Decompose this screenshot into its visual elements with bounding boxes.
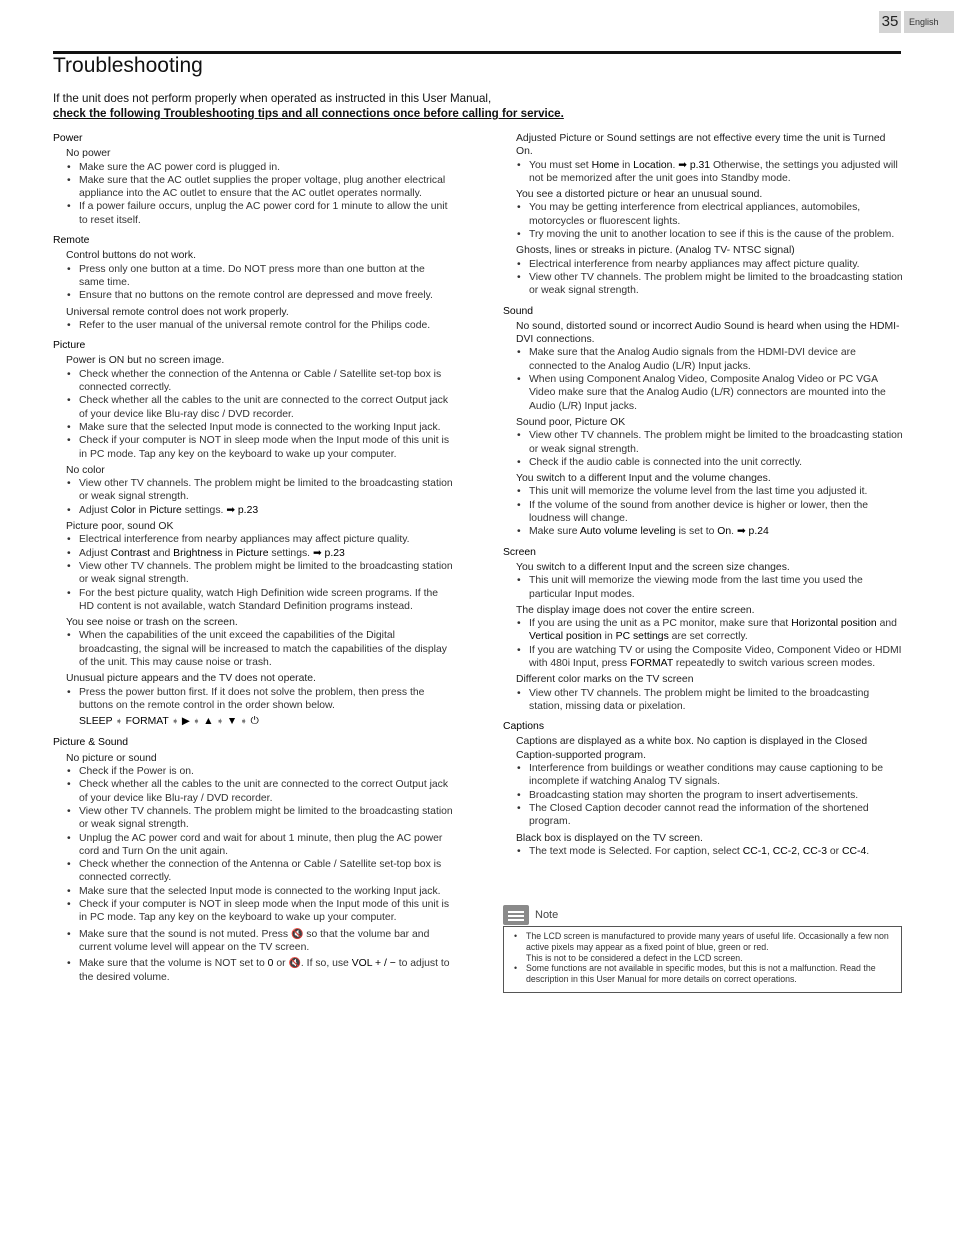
bullet: • You may be getting interference from electrical appliances, automobiles, motorcycles or fluorescent lights.: [503, 201, 903, 228]
bullet: • Make sure Auto volume leveling is set to On. ➡ p.24: [503, 525, 903, 538]
bullet: • Adjust Contrast and Brightness in Picture settings. ➡ p.23: [53, 547, 453, 560]
arrow-icon: ➧: [192, 716, 201, 727]
note-list: [512, 931, 897, 985]
bullet: • When using Component Analog Video, Composite Analog Video or PC VGA Video make sure that the Analog Audio (L/R) connectors are mounted into the Audio (L/R) Input jacks.: [503, 373, 903, 413]
bullet: • Check whether the connection of the Antenna or Cable / Satellite set-top box is connected correctly.: [53, 858, 453, 885]
button-sequence: [53, 715, 453, 728]
bullet: • Try moving the unit to another location to see if this is the cause of the problem.: [503, 228, 903, 241]
bullet-list: [503, 201, 903, 241]
play-right-icon: ▶: [181, 716, 190, 728]
bullet: • When the capabilities of the unit exceed the capabilities of the Digital broadcasting, the signal will be increased to match the capabilities of the display of the unit. This may cause noise or trash.: [53, 629, 453, 669]
bullet-list: [53, 686, 453, 713]
bullet-list: [53, 263, 453, 303]
right-column: [503, 132, 903, 861]
bullet: • Check if the audio cable is connected into the unit correctly.: [503, 456, 903, 469]
bullet: • Make sure that the AC outlet supplies the proper voltage, plug another electrical appliance into the AC outlet to ensure that the AC outlet operates normally.: [53, 174, 453, 201]
intro: [53, 91, 753, 121]
bullet: • This unit will memorize the volume level from the last time you adjusted it.: [503, 485, 903, 498]
bullet: • Press the power button first. If it does not solve the problem, then press the buttons on the remote control in the order shown below.: [53, 686, 453, 713]
bullet-list: [503, 485, 903, 538]
bullet: • Make sure that the selected Input mode is connected to the working Input jack.: [53, 421, 453, 434]
arrow-icon: ➧: [171, 716, 179, 727]
bullet: • Ensure that no buttons on the remote control are depressed and move freely.: [53, 289, 453, 302]
bullet-list: [503, 687, 903, 714]
note-box: [503, 904, 902, 993]
problem: Power is ON but no screen image.: [66, 355, 225, 367]
page-reference: ➡ p.31: [678, 159, 711, 171]
problem: The display image does not cover the entire screen.: [516, 604, 755, 616]
page-reference: ➡ p.23: [312, 547, 345, 559]
bullet-list: [503, 762, 903, 828]
problem: Adjusted Picture or Sound settings are not effective every time the unit is Turned On.: [516, 133, 886, 158]
bullet-list: [53, 533, 453, 613]
bullet: • Electrical interference from nearby appliances may affect picture quality.: [53, 533, 453, 546]
bullet-list: [503, 346, 903, 412]
problem: You see a distorted picture or hear an unusual sound.: [516, 189, 763, 201]
mute-icon: 🔇: [288, 958, 301, 970]
bullet: • Check whether the connection of the Antenna or Cable / Satellite set-top box is connected correctly.: [53, 368, 453, 395]
bullet-list: [53, 161, 453, 227]
note-title: Note: [535, 909, 559, 921]
bullet-list: [53, 319, 453, 332]
page-reference: ➡ p.23: [226, 504, 259, 516]
arrow-icon: ➧: [240, 716, 248, 727]
bullet: • Broadcasting station may shorten the program to insert advertisements.: [503, 789, 903, 802]
mute-icon: 🔇: [290, 928, 304, 940]
left-column: [53, 132, 453, 987]
page-number: 35: [879, 11, 901, 33]
bullet: • Make sure that the sound is not muted. Press 🔇 so that the volume bar and current volume level will appear on the TV screen.: [53, 928, 453, 955]
bullet-list: [53, 368, 453, 461]
bullet: • Make sure the AC power cord is plugged in.: [53, 161, 453, 174]
bullet: • If a power failure occurs, unplug the AC power cord for 1 minute to allow the unit to reset itself.: [53, 200, 453, 227]
problem: You switch to a different Input and the screen size changes.: [516, 561, 790, 573]
section-remote-title: Remote: [53, 235, 90, 247]
bullet-list: [503, 159, 903, 186]
problem: You switch to a different Input and the volume changes.: [516, 473, 771, 485]
problem: Control buttons do not work.: [66, 250, 196, 262]
bullet: • View other TV channels. The problem might be limited to the broadcasting station or weak signal strength.: [53, 805, 453, 832]
note-item: • The LCD screen is manufactured to provide many years of useful life. Occasionally a few non active pixels may appear as a fixed point of blue, green or red. This is not to be considered a defect in the LCD screen.: [512, 931, 897, 963]
bullet: • If you are watching TV or using the Composite Video, Component Video or HDMI with 480i Input, press FORMAT repeatedly to switch various screen modes.: [503, 644, 903, 671]
problem: You see noise or trash on the screen.: [66, 617, 238, 629]
bullet: • Make sure that the Analog Audio signals from the HDMI-DVI device are connected to the Analog Audio (L/R) Input jacks.: [503, 346, 903, 373]
note-content: [503, 926, 902, 993]
page-reference: ➡ p.24: [736, 526, 769, 538]
bullet: • This unit will memorize the viewing mode from the last time you used the particular Input modes.: [503, 574, 903, 601]
note-item: • Some functions are not available in specific modes, but this is not a malfunction. Read the description in this User Manual for more details on correct operations.: [512, 963, 897, 985]
bullet: • Unplug the AC power cord and wait for about 1 minute, then plug the AC power cord and Turn On the unit again.: [53, 832, 453, 859]
problem: No color: [66, 464, 105, 476]
problem: Different color marks on the TV screen: [516, 674, 694, 686]
bullet-list: [53, 629, 453, 669]
bullet: • Adjust Color in Picture settings. ➡ p.23: [53, 504, 453, 517]
arrow-icon: ➧: [216, 716, 224, 727]
section-picture-sound-title: Picture & Sound: [53, 737, 129, 749]
bullet: • View other TV channels. The problem might be limited to the broadcasting station or weak signal strength.: [53, 477, 453, 504]
page-title: Troubleshooting: [53, 54, 203, 77]
bullet: • Check whether all the cables to the unit are connected to the correct Output jack of your device like Blu-ray / DVD recorder.: [53, 778, 453, 805]
problem: Picture poor, sound OK: [66, 521, 174, 533]
problem: No sound, distorted sound or incorrect Audio Sound is heard when using the HDMI-DVI connections.: [516, 320, 900, 346]
bullet: • Make sure that the volume is NOT set to 0 or 🔇. If so, use VOL + / − to adjust to the desired volume.: [53, 957, 453, 984]
problem: Sound poor, Picture OK: [516, 416, 626, 428]
problem: Universal remote control does not work properly.: [66, 306, 289, 318]
bullet: • View other TV channels. The problem might be limited to the broadcasting station or weak signal strength.: [503, 429, 903, 456]
sleep-key: SLEEP: [79, 716, 113, 728]
problem: Captions are displayed as a white box. No caption is displayed in the Closed Caption-supported program.: [516, 736, 868, 761]
bullet: • The text mode is Selected. For caption, select CC-1, CC-2, CC-3 or CC-4.: [503, 845, 903, 858]
section-screen-title: Screen: [503, 546, 536, 558]
bullet: • If the volume of the sound from another device is higher or lower, then the loudness will change.: [503, 499, 903, 526]
bullet-list: [503, 574, 903, 601]
bullet: • View other TV channels. The problem might be limited to the broadcasting station or weak signal strength.: [503, 271, 903, 298]
bullet: • You must set Home in Location. ➡ p.31 Otherwise, the settings you adjusted will not be memorized after the unit goes into Standby mode.: [503, 159, 903, 186]
bullet: • Electrical interference from nearby appliances may affect picture quality.: [503, 258, 903, 271]
language-label: English: [904, 11, 954, 33]
bullet-list: [53, 477, 453, 517]
bullet-list: [503, 617, 903, 670]
bullet: • Check if your computer is NOT in sleep mode when the Input mode of this unit is in PC mode. Tap any key on the keyboard to wake up your computer.: [53, 898, 453, 925]
bullet: • Check if the Power is on.: [53, 765, 453, 778]
problem: Ghosts, lines or streaks in picture. (Analog TV- NTSC signal): [516, 245, 795, 257]
arrow-icon: ➧: [115, 716, 123, 727]
section-power-title: Power: [53, 133, 83, 144]
section-picture-title: Picture: [53, 340, 86, 352]
section-sound-title: Sound: [503, 305, 534, 317]
intro-line: If the unit does not perform properly when operated as instructed in this User Manual,: [53, 92, 492, 105]
note-icon: [503, 905, 529, 925]
bullet: • The Closed Caption decoder cannot read the information of the shortened program.: [503, 802, 903, 829]
bullet-list: [53, 765, 453, 984]
intro-emphasis: check the following Troubleshooting tips and all connections once before calling for service.: [53, 107, 564, 120]
format-key: FORMAT: [125, 716, 169, 728]
note-header: [503, 904, 902, 926]
problem: No picture or sound: [66, 752, 157, 764]
bullet: • View other TV channels. The problem might be limited to the broadcasting station or weak signal strength.: [53, 560, 453, 587]
up-icon: ▲: [203, 716, 214, 728]
bullet: • View other TV channels. The problem might be limited to the broadcasting station, missing data or pixelation.: [503, 687, 903, 714]
bullet-list: [503, 258, 903, 298]
bullet: • Press only one button at a time. Do NOT press more than one button at the same time.: [53, 263, 453, 290]
problem: Unusual picture appears and the TV does not operate.: [66, 673, 316, 685]
section-captions-title: Captions: [503, 721, 545, 733]
bullet: • If you are using the unit as a PC monitor, make sure that Horizontal position and Vertical position in PC settings are set correctly.: [503, 617, 903, 644]
bullet: • Check if your computer is NOT in sleep mode when the Input mode of this unit is in PC mode. Tap any key on the keyboard to wake up your computer.: [53, 434, 453, 461]
power-icon: ⏻: [250, 716, 259, 728]
bullet: • For the best picture quality, watch High Definition wide screen programs. If the HD content is not available, watch Standard Definition programs instead.: [53, 587, 453, 614]
bullet: • Make sure that the selected Input mode is connected to the working Input jack.: [53, 885, 453, 898]
bullet: • Interference from buildings or weather conditions may cause captioning to be incomplete if watching Analog TV signals.: [503, 762, 903, 789]
problem: No power: [66, 148, 111, 160]
bullet: • Refer to the user manual of the universal remote control for the Philips code.: [53, 319, 453, 332]
down-icon: ▼: [226, 716, 238, 728]
problem: Black box is displayed on the TV screen.: [516, 832, 703, 844]
bullet: • Check whether all the cables to the unit are connected to the correct Output jack of your device like Blu-ray disc / DVD recorder.: [53, 394, 453, 421]
bullet-list: [503, 429, 903, 469]
bullet-list: [503, 845, 903, 858]
